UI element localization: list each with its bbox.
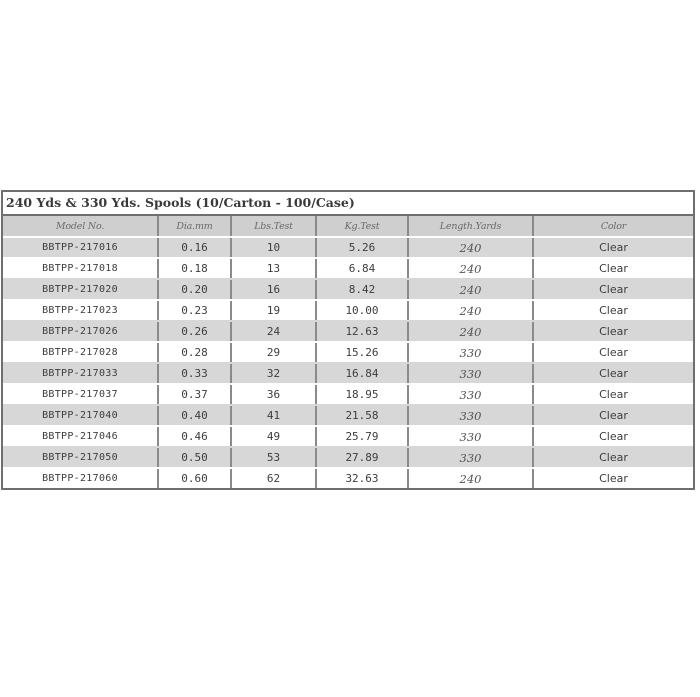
table-row	[3, 321, 693, 342]
cell-dia-mm: 0.33	[158, 363, 231, 384]
header-row	[3, 216, 693, 237]
cell-kg-test: 5.26	[316, 237, 408, 258]
cell-kg-test: 25.79	[316, 426, 408, 447]
cell-length-yards: 240	[408, 468, 533, 488]
cell-lbs-test: 24	[231, 321, 316, 342]
cell-lbs-test: 62	[231, 468, 316, 488]
cell-lbs-test: 41	[231, 405, 316, 426]
cell-dia-mm: 0.23	[158, 300, 231, 321]
cell-dia-mm: 0.20	[158, 279, 231, 300]
cell-color: Clear	[533, 405, 693, 426]
table-row	[3, 279, 693, 300]
cell-kg-test: 10.00	[316, 300, 408, 321]
cell-lbs-test: 29	[231, 342, 316, 363]
cell-lbs-test: 32	[231, 363, 316, 384]
cell-model-no: BBTPP-217018	[3, 258, 158, 279]
cell-model-no: BBTPP-217060	[3, 468, 158, 488]
column-header-lbs-test: Lbs.Test	[231, 216, 316, 237]
cell-dia-mm: 0.60	[158, 468, 231, 488]
column-header-model-no: Model No.	[3, 216, 158, 237]
cell-model-no: BBTPP-217033	[3, 363, 158, 384]
table-row	[3, 300, 693, 321]
column-header-color: Color	[533, 216, 693, 237]
cell-length-yards: 330	[408, 342, 533, 363]
cell-color: Clear	[533, 321, 693, 342]
cell-color: Clear	[533, 237, 693, 258]
cell-color: Clear	[533, 363, 693, 384]
cell-length-yards: 240	[408, 321, 533, 342]
cell-color: Clear	[533, 279, 693, 300]
cell-dia-mm: 0.40	[158, 405, 231, 426]
cell-kg-test: 16.84	[316, 363, 408, 384]
cell-dia-mm: 0.46	[158, 426, 231, 447]
cell-model-no: BBTPP-217050	[3, 447, 158, 468]
cell-length-yards: 330	[408, 426, 533, 447]
cell-lbs-test: 13	[231, 258, 316, 279]
table-row	[3, 258, 693, 279]
cell-kg-test: 12.63	[316, 321, 408, 342]
table-row	[3, 342, 693, 363]
spec-table	[3, 216, 693, 488]
cell-length-yards: 330	[408, 384, 533, 405]
cell-kg-test: 32.63	[316, 468, 408, 488]
cell-color: Clear	[533, 300, 693, 321]
cell-kg-test: 18.95	[316, 384, 408, 405]
cell-model-no: BBTPP-217016	[3, 237, 158, 258]
cell-lbs-test: 19	[231, 300, 316, 321]
table-title: 240 Yds & 330 Yds. Spools (10/Carton - 100/Case)	[3, 192, 693, 216]
cell-kg-test: 21.58	[316, 405, 408, 426]
cell-length-yards: 330	[408, 447, 533, 468]
table-row	[3, 237, 693, 258]
cell-kg-test: 27.89	[316, 447, 408, 468]
table-row	[3, 405, 693, 426]
cell-dia-mm: 0.18	[158, 258, 231, 279]
cell-color: Clear	[533, 468, 693, 488]
cell-length-yards: 330	[408, 363, 533, 384]
cell-model-no: BBTPP-217046	[3, 426, 158, 447]
cell-kg-test: 8.42	[316, 279, 408, 300]
cell-color: Clear	[533, 447, 693, 468]
cell-lbs-test: 16	[231, 279, 316, 300]
cell-kg-test: 6.84	[316, 258, 408, 279]
cell-length-yards: 240	[408, 237, 533, 258]
cell-model-no: BBTPP-217023	[3, 300, 158, 321]
cell-model-no: BBTPP-217028	[3, 342, 158, 363]
cell-color: Clear	[533, 342, 693, 363]
cell-color: Clear	[533, 384, 693, 405]
cell-dia-mm: 0.16	[158, 237, 231, 258]
cell-lbs-test: 53	[231, 447, 316, 468]
cell-model-no: BBTPP-217020	[3, 279, 158, 300]
cell-length-yards: 240	[408, 300, 533, 321]
cell-length-yards: 240	[408, 258, 533, 279]
table-row	[3, 468, 693, 488]
table-body	[3, 237, 693, 488]
cell-kg-test: 15.26	[316, 342, 408, 363]
cell-lbs-test: 36	[231, 384, 316, 405]
table-row	[3, 447, 693, 468]
column-header-length-yards: Length.Yards	[408, 216, 533, 237]
table-row	[3, 426, 693, 447]
cell-dia-mm: 0.26	[158, 321, 231, 342]
cell-color: Clear	[533, 258, 693, 279]
spec-table-panel	[1, 190, 695, 490]
cell-dia-mm: 0.50	[158, 447, 231, 468]
cell-color: Clear	[533, 426, 693, 447]
column-header-dia-mm: Dia.mm	[158, 216, 231, 237]
cell-model-no: BBTPP-217040	[3, 405, 158, 426]
table-row	[3, 384, 693, 405]
cell-lbs-test: 49	[231, 426, 316, 447]
cell-lbs-test: 10	[231, 237, 316, 258]
cell-dia-mm: 0.37	[158, 384, 231, 405]
column-header-kg-test: Kg.Test	[316, 216, 408, 237]
cell-length-yards: 240	[408, 279, 533, 300]
cell-dia-mm: 0.28	[158, 342, 231, 363]
table-header	[3, 216, 693, 237]
cell-model-no: BBTPP-217037	[3, 384, 158, 405]
cell-length-yards: 330	[408, 405, 533, 426]
table-row	[3, 363, 693, 384]
cell-model-no: BBTPP-217026	[3, 321, 158, 342]
